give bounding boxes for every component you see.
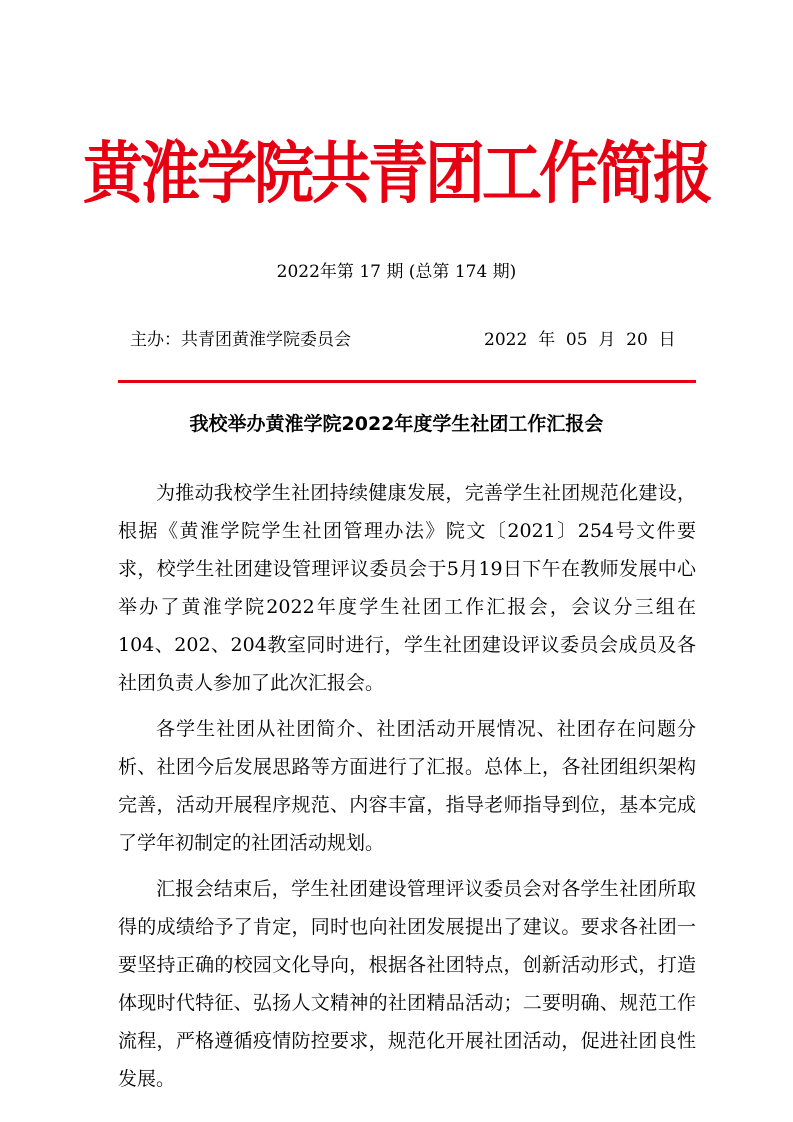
masthead-title: 黄淮学院共青团工作简报	[83, 134, 710, 214]
article-body	[118, 474, 696, 1106]
header-divider	[118, 380, 696, 383]
article-paragraph-2: 各学生社团从社团简介、社团活动开展情况、社团存在问题分析、社团今后发展思路等方面进行了汇报。总体上，各社团组织架构完善，活动开展程序规范、内容丰富，指导老师指导到位，基本完成了学年初制定的社团活动规划。	[118, 718, 696, 854]
article-paragraph-3: 汇报会结束后，学生社团建设管理评议委员会对各学生社团所取得的成绩给予了肯定，同时也向社团发展提出了建议。要求各社团一要坚持正确的校园文化导向，根据各社团特点，创新活动形式，打造体现时代特征、弘扬人文精神的社团精品活动；二要明确、规范工作流程，严格遵循疫情防控要求，规范化开展社团活动，促进社团良性发展。	[118, 878, 696, 1090]
publish-date: 2022 年 05 月 20 日	[484, 330, 676, 350]
issue-number: 2022年第 17 期 (总第 174 期)	[276, 262, 517, 282]
article-title: 我校举办黄淮学院2022年度学生社团工作汇报会	[189, 413, 604, 435]
host-organization: 主办：共青团黄淮学院委员会	[130, 330, 351, 350]
article-paragraph-1: 为推动我校学生社团持续健康发展，完善学生社团规范化建设，根据《黄淮学院学生社团管理办法》院文〔2021〕254号文件要求，校学生社团建设管理评议委员会于5月19日下午在教师发展中心举办了黄淮学院2022年度学生社团工作汇报会，会议分三组在104、202、204教室同时进行，学生社团建设评议委员会成员及各社团负责人参加了此次汇报会。	[118, 482, 696, 694]
